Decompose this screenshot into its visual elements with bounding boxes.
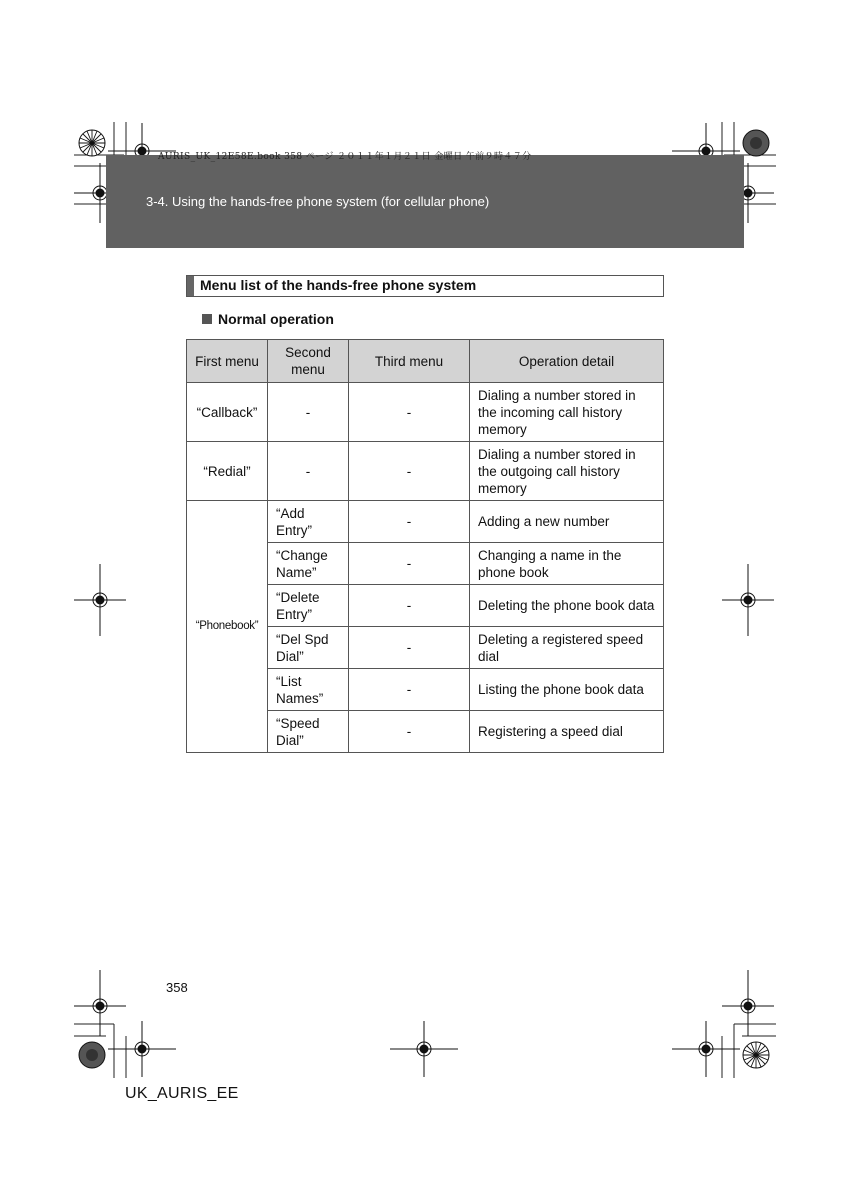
section-title: 3-4. Using the hands-free phone system (for cellular phone) [146,194,490,209]
second-menu-cell: “Speed Dial” [268,711,349,753]
first-menu-cell: “Callback” [187,383,268,442]
footer-code: UK_AURIS_EE [125,1085,239,1102]
operation-detail-cell: Listing the phone book data [470,669,664,711]
second-menu-cell: - [268,383,349,442]
second-menu-cell: “List Names” [268,669,349,711]
third-menu-cell: - [349,383,470,442]
operation-detail-cell: Dialing a number stored in the outgoing call history memory [470,442,664,501]
page-number: 358 [166,980,188,995]
heading-accent-bar [187,276,194,296]
operation-detail-cell: Deleting the phone book data [470,585,664,627]
subheading [202,311,334,327]
third-menu-cell: - [349,442,470,501]
first-menu-cell: “Redial” [187,442,268,501]
table-header-row [187,340,664,383]
third-menu-cell: - [349,501,470,543]
column-header: First menu [187,340,268,383]
third-menu-cell: - [349,543,470,585]
second-menu-cell: “Del Spd Dial” [268,627,349,669]
second-menu-cell: “Change Name” [268,543,349,585]
second-menu-cell: “Delete Entry” [268,585,349,627]
column-header: Operation detail [470,340,664,383]
column-header: Second menu [268,340,349,383]
print-info-line: AURIS_UK_12E58E.book 358 ページ ２０１１年１月２１日 金曜日 午前９時４７分 [158,152,532,162]
second-menu-cell: “Add Entry” [268,501,349,543]
third-menu-cell: - [349,711,470,753]
third-menu-cell: - [349,669,470,711]
operation-detail-cell: Registering a speed dial [470,711,664,753]
operation-detail-cell: Changing a name in the phone book [470,543,664,585]
operation-detail-cell: Dialing a number stored in the incoming call history memory [470,383,664,442]
table-row [187,383,664,442]
operation-detail-cell: Adding a new number [470,501,664,543]
third-menu-cell: - [349,627,470,669]
subheading-text: Normal operation [218,311,334,327]
menu-table [186,339,664,753]
column-header: Third menu [349,340,470,383]
first-menu-cell: “Phonebook” [187,501,268,753]
table-row [187,442,664,501]
square-bullet-icon [202,314,212,324]
second-menu-cell: - [268,442,349,501]
third-menu-cell: - [349,585,470,627]
table-row [187,501,664,543]
heading-text: Menu list of the hands-free phone system [200,277,477,293]
operation-detail-cell: Deleting a registered speed dial [470,627,664,669]
menu-list-heading [186,275,664,297]
